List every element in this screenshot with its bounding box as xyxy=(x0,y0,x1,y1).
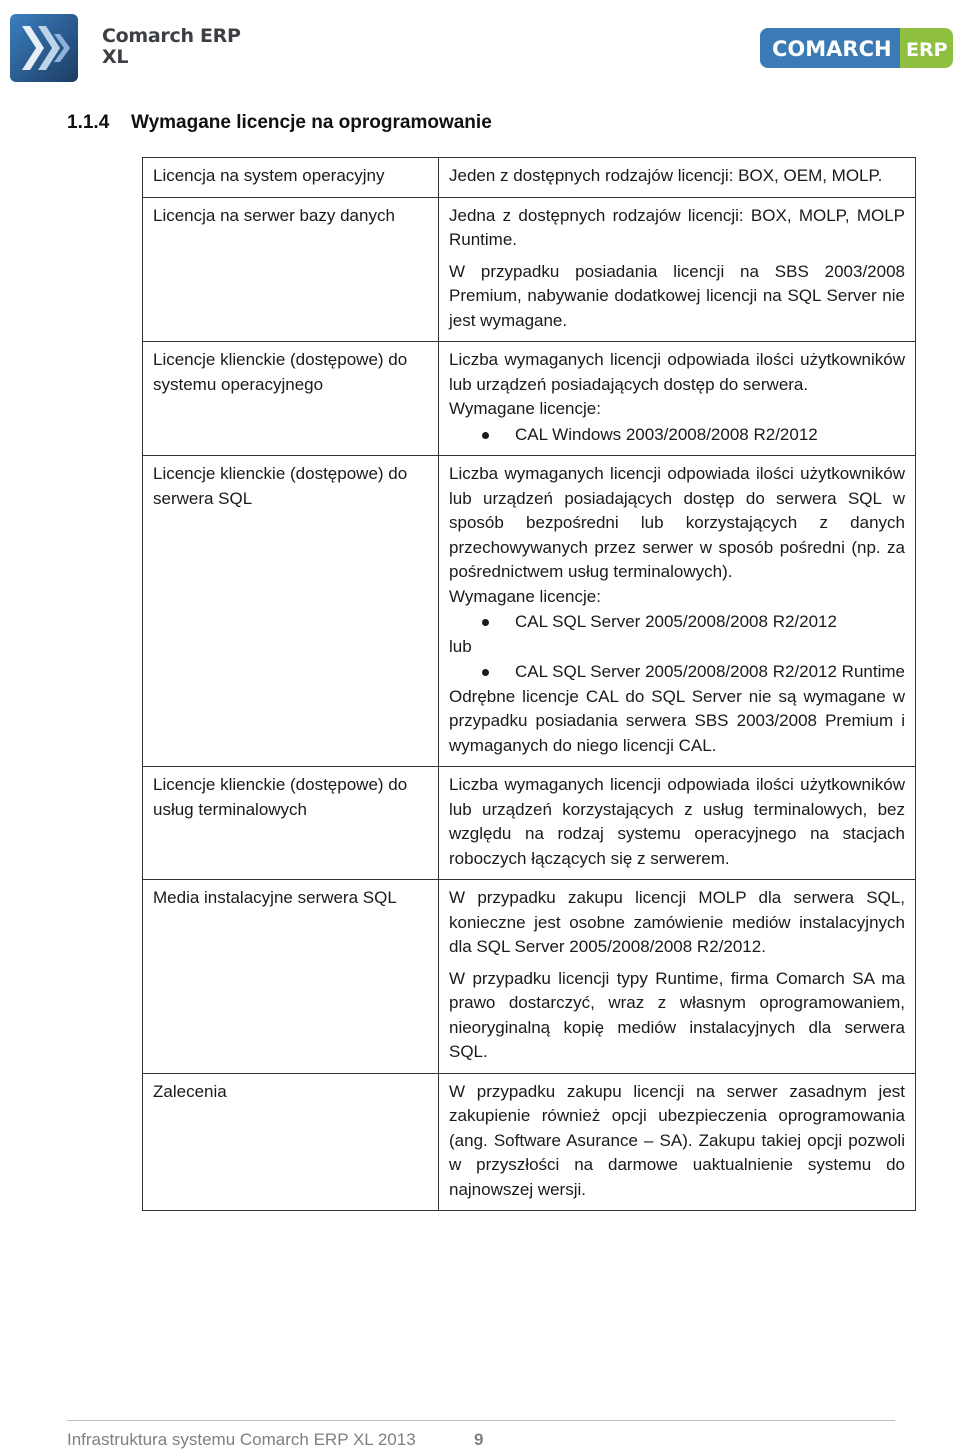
brand-erp-text: ERP xyxy=(906,39,948,61)
row-paragraph: Jeden z dostępnych rodzajów licencji: BOX, OEM, MOLP. xyxy=(449,166,883,185)
footer-page-number: 9 xyxy=(474,1430,484,1449)
row-paragraph: W przypadku zakupu licencji MOLP dla serwera SQL, konieczne jest osobne zamówienie mediów instalacyjnych dla SQL Server 2005/2008/2008 R2/2012. xyxy=(449,888,905,956)
table-row xyxy=(143,880,916,1074)
table-row xyxy=(143,158,916,198)
row-paragraph: Liczba wymaganych licencji odpowiada ilości użytkowników lub urządzeń korzystających z usług terminalowych, bez względu na rodzaj systemu operacyjnego na stacjach roboczych łączących się z serwerem. xyxy=(449,775,905,868)
row-paragraph: W przypadku zakupu licencji na serwer zasadnym jest zakupienie również opcji ubezpieczenia oprogramowania (ang. Software Asurance – SA). Zakupu takiej opcji pozwoli w przyszłości na darmowe uaktualnienie systemu do najnowszej wersji. xyxy=(449,1081,905,1199)
license-bullet-item: CAL SQL Server 2005/2008/2008 R2/2012 Runtime xyxy=(449,660,905,685)
row-paragraph: Liczba wymaganych licencji odpowiada ilości użytkowników lub urządzeń posiadających dostęp do serwera. xyxy=(449,350,905,394)
row-paragraph: W przypadku posiadania licencji na SBS 2003/2008 Premium, nabywanie dodatkowej licencji na SQL Server nie jest wymagane. xyxy=(449,261,905,330)
footer-divider xyxy=(67,1420,895,1421)
license-table xyxy=(142,157,916,1211)
product-name-line1: Comarch ERP xyxy=(102,25,241,47)
comarch-erp-brand-logo xyxy=(760,28,953,68)
product-name-line2: XL xyxy=(102,46,129,68)
table-row xyxy=(143,767,916,880)
row-label: Media instalacyjne serwera SQL xyxy=(143,880,439,1074)
brand-comarch-text: COMARCH xyxy=(772,37,892,61)
required-licenses-label: Wymagane licencje: xyxy=(449,586,601,606)
row-paragraph: W przypadku licencji typy Runtime, firma Comarch SA ma prawo dostarczyć, wraz z własnym oprogramowaniem, nieoryginalną kopię mediów instalacyjnych dla serwera SQL. xyxy=(449,968,905,1061)
row-value xyxy=(439,197,916,342)
footer-document-title: Infrastruktura systemu Comarch ERP XL 2013 xyxy=(67,1430,416,1449)
row-value xyxy=(439,456,916,767)
row-label: Licencja na serwer bazy danych xyxy=(143,197,439,342)
row-value xyxy=(439,342,916,456)
section-heading xyxy=(67,112,492,134)
row-value xyxy=(439,880,916,1074)
table-row xyxy=(143,1073,916,1211)
section-number: 1.1.4 xyxy=(67,112,110,133)
row-label: Licencja na system operacyjny xyxy=(143,158,439,198)
row-value xyxy=(439,767,916,880)
required-licenses-label: Wymagane licencje: xyxy=(449,399,601,418)
row-paragraph: Liczba wymaganych licencji odpowiada ilości użytkowników lub urządzeń posiadających dostęp do serwera SQL w sposób bezpośredni lub korzystających z danych przechowywanych przez serwer w sposób pośredni (np. za pośrednictwem usług terminalowych). xyxy=(449,464,905,581)
license-bullet-item: CAL Windows 2003/2008/2008 R2/2012 xyxy=(449,423,905,448)
row-label: Licencje klienckie (dostępowe) do systemu operacyjnego xyxy=(143,342,439,456)
table-row xyxy=(143,456,916,767)
section-title: Wymagane licencje na oprogramowanie xyxy=(131,112,492,133)
table-row xyxy=(143,342,916,456)
license-bullet-item: CAL SQL Server 2005/2008/2008 R2/2012 xyxy=(449,610,905,635)
table-row xyxy=(143,197,916,342)
row-label: Licencje klienckie (dostępowe) do serwera SQL xyxy=(143,456,439,767)
row-note: Odrębne licencje CAL do SQL Server nie są wymagane w przypadku posiadania serwera SBS 2003/2008 Premium i wymaganych do niego licencji CAL. xyxy=(449,686,905,755)
row-value xyxy=(439,158,916,198)
row-paragraph: Jedna z dostępnych rodzajów licencji: BOX, MOLP, MOLP Runtime. xyxy=(449,205,905,249)
row-label: Licencje klienckie (dostępowe) do usług terminalowych xyxy=(143,767,439,880)
comarch-erp-xl-logo-icon xyxy=(8,12,80,84)
product-name xyxy=(102,26,241,68)
row-label: Zalecenia xyxy=(143,1073,439,1211)
or-separator: lub xyxy=(449,636,472,656)
row-value xyxy=(439,1073,916,1211)
